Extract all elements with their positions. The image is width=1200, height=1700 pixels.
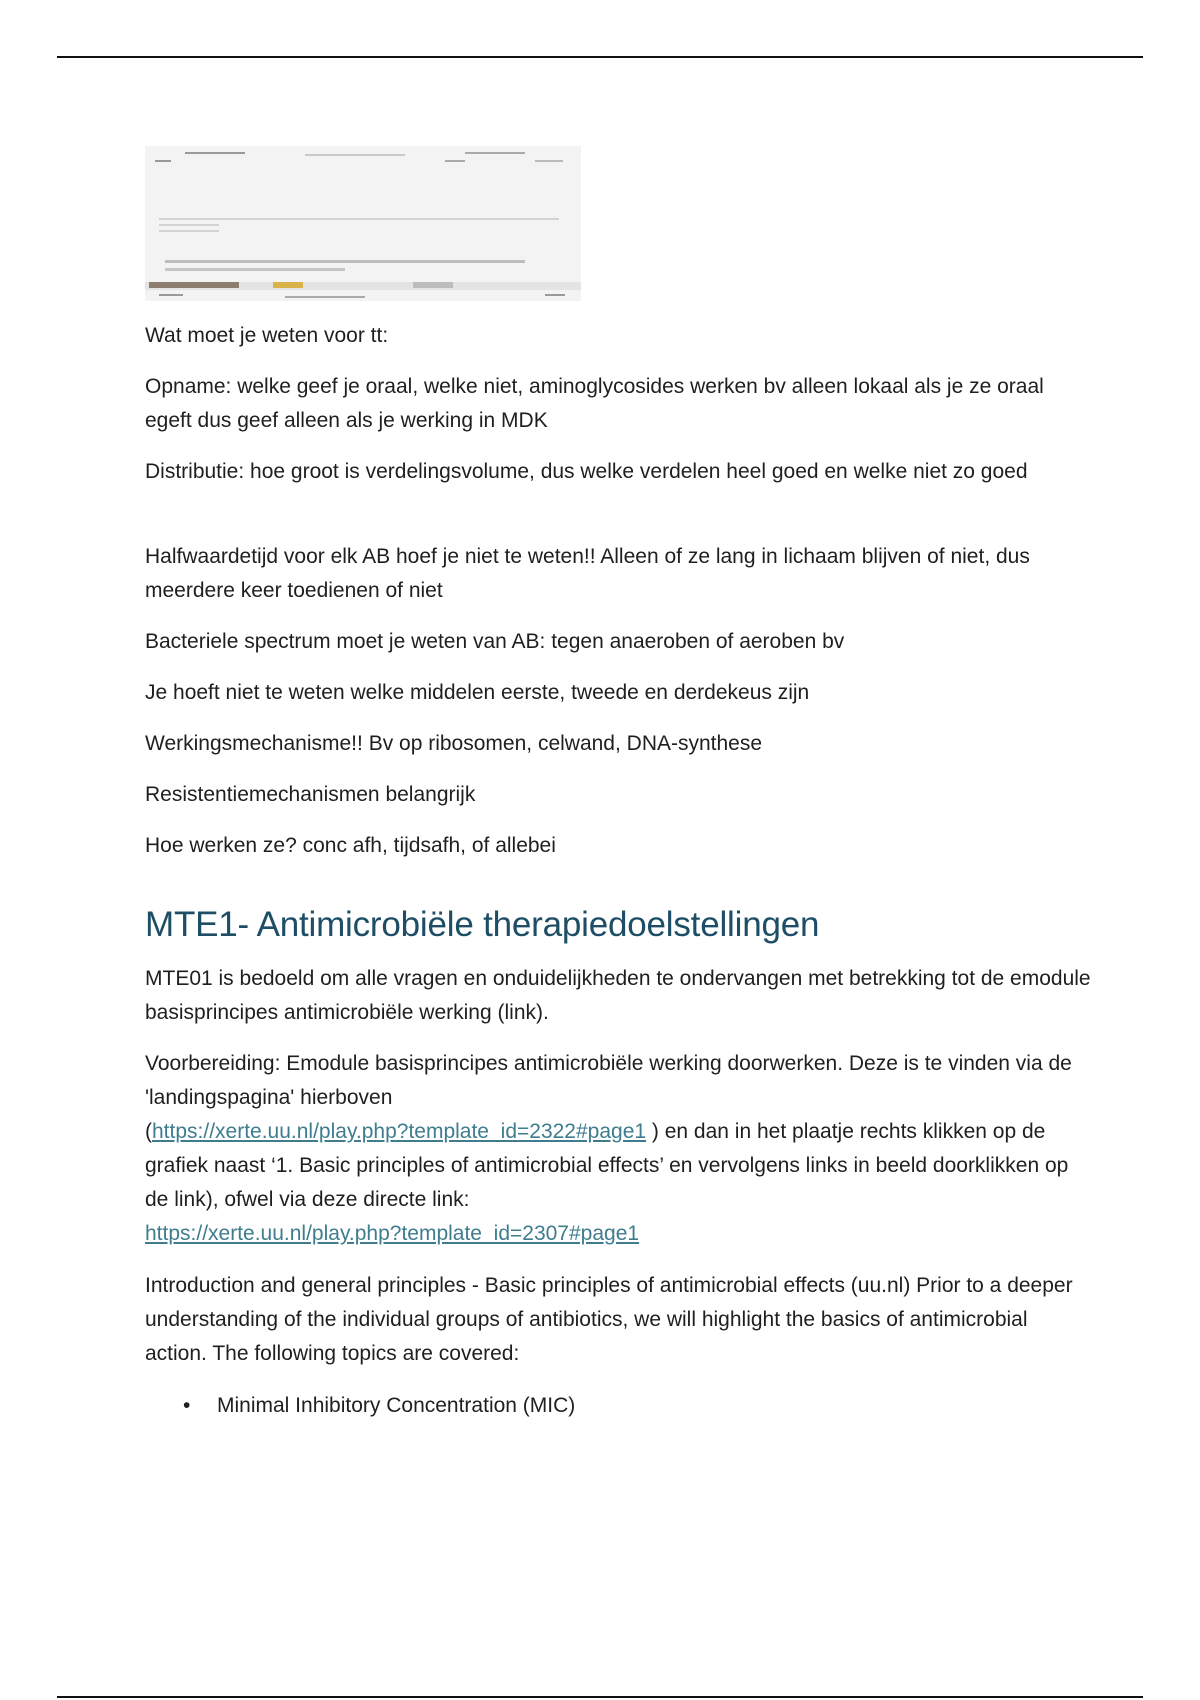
note-resistentie: Resistentiemechanismen belangrijk — [145, 783, 476, 806]
section-intro: MTE01 is bedoeld om alle vragen en onduidelijkheden te ondervangen met betrekking tot de emodule basisprincipes antimicrobiële werking (link). — [145, 967, 1091, 1024]
section-heading: MTE1- Antimicrobiële therapiedoelstellingen — [145, 905, 820, 944]
note-spectrum: Bacteriele spectrum moet je weten van AB: tegen anaeroben of aeroben bv — [145, 630, 845, 653]
preparation-paragraph — [145, 1047, 1095, 1251]
open-parenthesis: ( — [145, 1120, 152, 1143]
footer-rule — [57, 1696, 1143, 1698]
note-keuzemiddelen: Je hoeft niet te weten welke middelen eerste, tweede en derdekeus zijn — [145, 681, 810, 704]
note-werkingsmechanisme: Werkingsmechanisme!! Bv op ribosomen, celwand, DNA-synthese — [145, 732, 763, 755]
note-halfwaardetijd: Halfwaardetijd voor elk AB hoef je niet te weten!! Alleen of ze lang in lichaam blijven of niet, dus meerdere keer toedienen of niet — [145, 545, 1030, 602]
header-rule — [57, 56, 1143, 58]
direct-link[interactable]: https://xerte.uu.nl/play.php?template_id=2307#page1 — [145, 1222, 640, 1245]
preparation-continuation: ) en dan in het plaatje rechts klikken op de grafiek naast ‘1. Basic principles of antimicrobial effects’ en vervolgens links in beeld doorklikken op de link), ofwel via deze directe link: — [145, 1120, 1069, 1211]
bullet-marker: • — [183, 1394, 191, 1417]
notes-intro: Wat moet je weten voor tt: — [145, 324, 389, 347]
note-distributie: Distributie: hoe groot is verdelingsvolume, dus welke verdelen heel goed en welke niet zo goed — [145, 460, 1028, 483]
note-opname: Opname: welke geef je oraal, welke niet, aminoglycosides werken bv alleen lokaal als je ze oraal egeft dus geef alleen als je werking in MDK — [145, 375, 1044, 432]
preparation-text: Voorbereiding: Emodule basisprincipes antimicrobiële werking doorwerken. Deze is te vinden via de 'landingspagina' hierboven — [145, 1052, 1072, 1109]
landing-page-link[interactable]: https://xerte.uu.nl/play.php?template_id=2322#page1 — [152, 1120, 647, 1143]
note-werking-type: Hoe werken ze? conc afh, tijdsafh, of allebei — [145, 834, 556, 857]
embedded-screenshot-thumbnail — [145, 146, 581, 301]
list-item: Minimal Inhibitory Concentration (MIC) — [217, 1394, 576, 1417]
english-intro: Introduction and general principles - Basic principles of antimicrobial effects (uu.nl) Prior to a deeper understanding of the individual groups of antibiotics, we will highlight the basics of antimicrobial action. The following topics are covered: — [145, 1274, 1073, 1365]
